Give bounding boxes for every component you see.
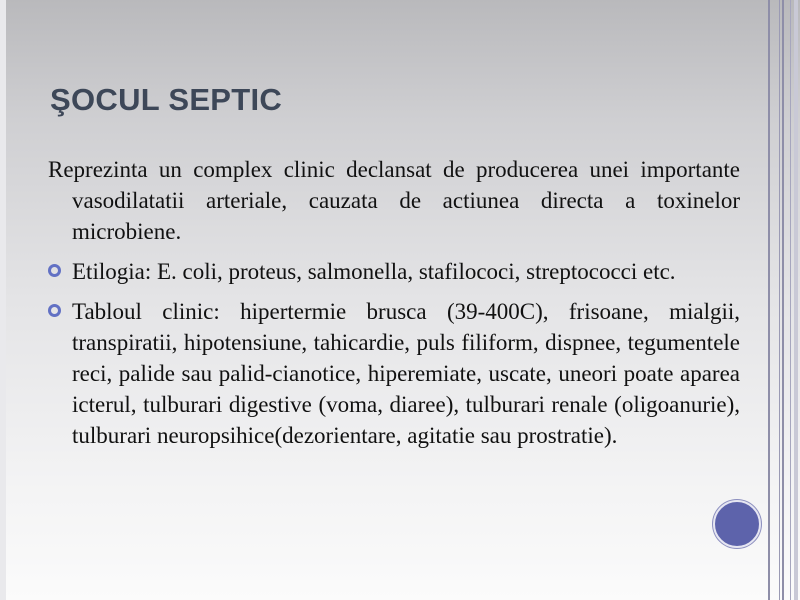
hollow-circle-bullet-icon bbox=[48, 304, 61, 317]
intro-paragraph: Reprezinta un complex clinic declansat de producerea unei importante vasodilatatii arteriale, cauzata de actiunea directa a toxinelor microbiene. bbox=[48, 157, 740, 244]
hollow-circle-bullet-icon bbox=[48, 264, 61, 277]
rail-line bbox=[779, 0, 780, 600]
bullet-text: Etilogia: E. coli, proteus, salmonella, stafilococi, streptococci etc. bbox=[72, 259, 676, 284]
rail-line bbox=[768, 0, 770, 600]
bullet-item-etiology bbox=[48, 256, 740, 287]
slide-left-edge bbox=[0, 0, 6, 600]
decorative-right-rails bbox=[766, 0, 800, 600]
rail-line bbox=[790, 0, 791, 600]
slide-content bbox=[48, 154, 740, 460]
bullet-item-clinical-picture bbox=[48, 296, 740, 451]
bullet-text: Tabloul clinic: hipertermie brusca (39-400C), frisoane, mialgii, transpiratii, hipotensiune, tahicardie, puls filiform, dispnee, tegumentele reci, palide sau palid-cianotice, hiperemiate, uscate, uneori poate aparea icterul, tulburari digestive (voma, diaree), tulburari renale (oligoanurie), tulburari neuropsihice(dezorientare, agitatie sau prostratie). bbox=[72, 299, 740, 448]
decorative-circle-icon bbox=[713, 500, 761, 548]
slide-title: ŞOCUL SEPTIC bbox=[50, 82, 283, 117]
rail-line bbox=[782, 0, 784, 600]
rail-line bbox=[794, 0, 798, 600]
